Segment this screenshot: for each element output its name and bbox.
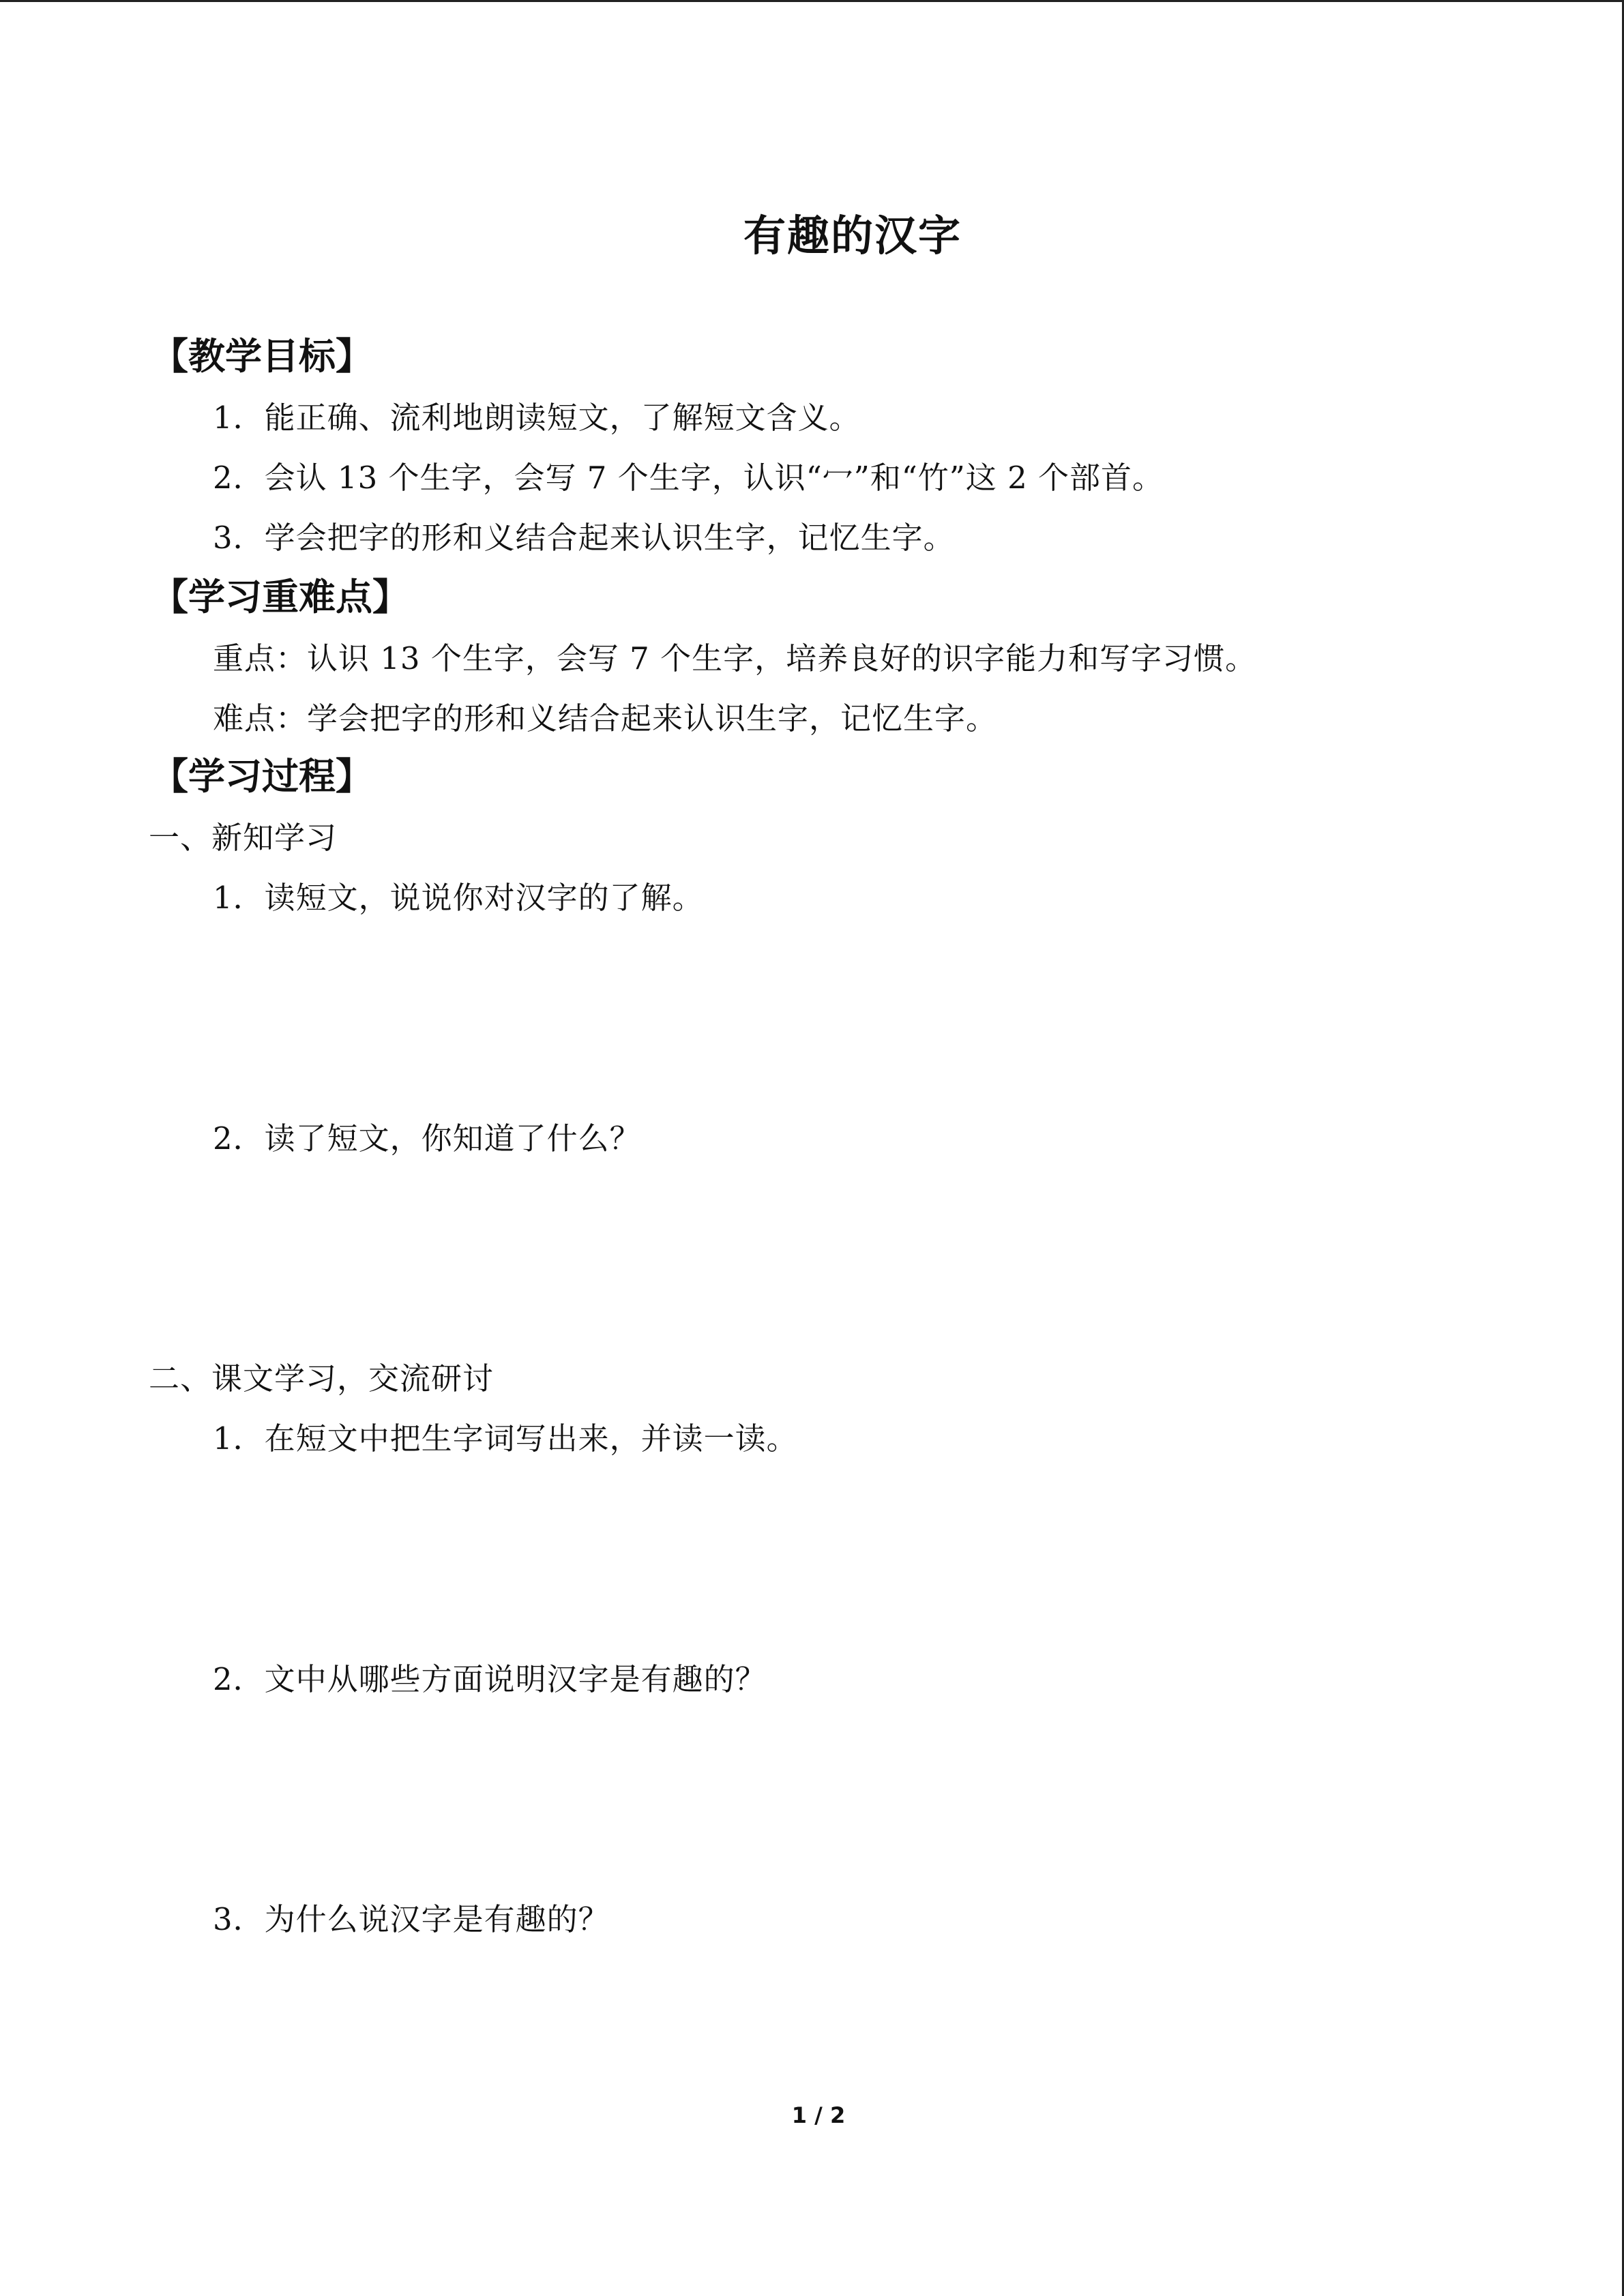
part2-question-2: 2．文中从哪些方面说明汉字是有趣的？: [213, 1661, 767, 1697]
part1-question-1: 1．读短文，说说你对汉字的了解。: [213, 880, 704, 916]
goal-item-2: 2．会认 13 个生字，会写 7 个生字，认识“冖”和“竹”这 2 个部首。: [213, 460, 1164, 496]
section-heading-process: 【学习过程】: [151, 755, 372, 798]
goal-item-3: 3．学会把字的形和义结合起来认识生字，记忆生字。: [213, 520, 955, 556]
goal-item-1: 1．能正确、流利地朗读短文，了解短文含义。: [213, 400, 861, 436]
section-heading-goals: 【教学目标】: [151, 335, 372, 378]
page-number: 1 / 2: [791, 2102, 846, 2128]
key-point-item-1: 重点：认识 13 个生字，会写 7 个生字，培养良好的识字能力和写字习惯。: [213, 640, 1257, 676]
part1-title: 一、新知学习: [149, 820, 338, 856]
part2-title: 二、课文学习，交流研讨: [149, 1360, 494, 1397]
page-title: 有趣的汉字: [743, 211, 962, 260]
key-point-item-2: 难点：学会把字的形和义结合起来认识生字，记忆生字。: [213, 700, 998, 736]
section-heading-key-points: 【学习重难点】: [151, 576, 409, 618]
part2-question-3: 3．为什么说汉字是有趣的？: [213, 1901, 610, 1937]
part2-question-1: 1．在短文中把生字词写出来，并读一读。: [213, 1420, 798, 1457]
part1-question-2: 2．读了短文，你知道了什么？: [213, 1120, 641, 1157]
